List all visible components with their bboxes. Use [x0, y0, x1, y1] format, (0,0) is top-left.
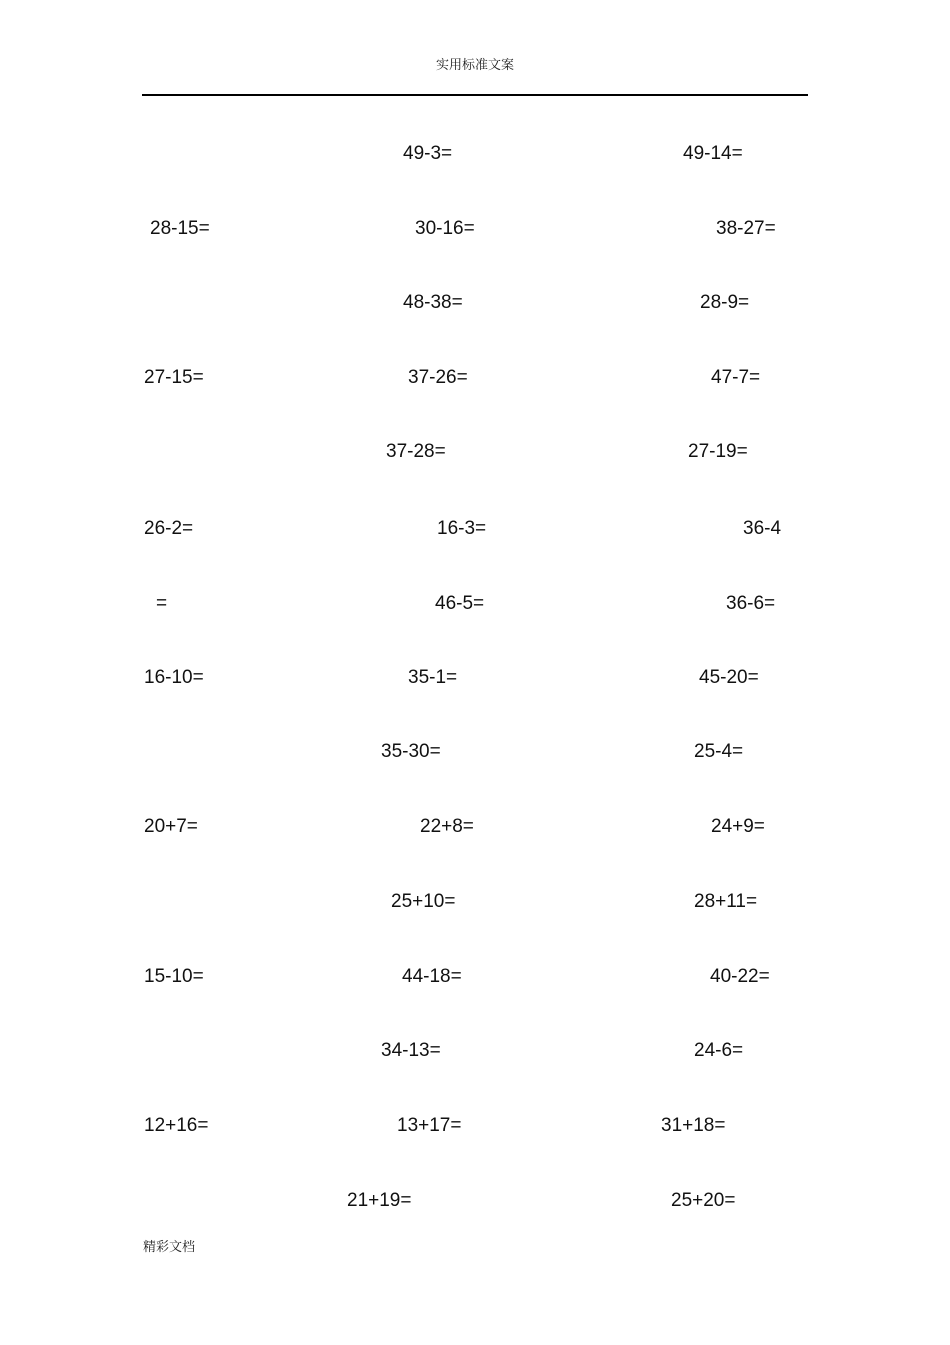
exercise: 37-26= [408, 367, 468, 388]
page-header: 实用标准文案 [435, 58, 514, 73]
exercise: 28-15= [150, 218, 210, 239]
exercise: 12+16= [144, 1115, 209, 1136]
exercise: 28-9= [700, 292, 750, 313]
exercise: 20+7= [144, 816, 198, 837]
exercise: 44-18= [402, 966, 462, 987]
exercise: 25+20= [671, 1190, 736, 1211]
exercise: 26-2= [144, 518, 194, 539]
page-footer: 精彩文档 [143, 1240, 196, 1255]
exercise: 48-38= [403, 292, 463, 313]
exercise: 24+9= [711, 816, 765, 837]
exercise: 45-20= [699, 667, 759, 688]
exercise: 38-27= [716, 218, 776, 239]
exercise: 25-4= [694, 741, 744, 762]
exercise: 25+10= [391, 891, 456, 912]
exercise: 21+19= [347, 1190, 412, 1211]
exercise: 36-4 [743, 518, 782, 539]
exercise: = [156, 593, 168, 614]
exercise: 16-3= [437, 518, 487, 539]
exercise: 37-28= [386, 441, 446, 462]
exercise: 15-10= [144, 966, 204, 987]
exercise: 35-1= [408, 667, 458, 688]
exercise: 27-19= [688, 441, 748, 462]
exercise: 31+18= [661, 1115, 726, 1136]
exercise: 46-5= [435, 593, 485, 614]
exercise: 40-22= [710, 966, 770, 987]
exercise: 34-13= [381, 1040, 441, 1061]
exercise: 35-30= [381, 741, 441, 762]
header-rule [142, 94, 808, 96]
exercise: 16-10= [144, 667, 204, 688]
exercise: 13+17= [397, 1115, 462, 1136]
exercise: 49-14= [683, 143, 743, 164]
exercise: 24-6= [694, 1040, 744, 1061]
exercise: 30-16= [415, 218, 475, 239]
exercise: 47-7= [711, 367, 761, 388]
exercise: 28+11= [694, 891, 758, 912]
exercise: 22+8= [420, 816, 474, 837]
exercise: 36-6= [726, 593, 776, 614]
exercise: 49-3= [403, 143, 453, 164]
exercise: 27-15= [144, 367, 204, 388]
